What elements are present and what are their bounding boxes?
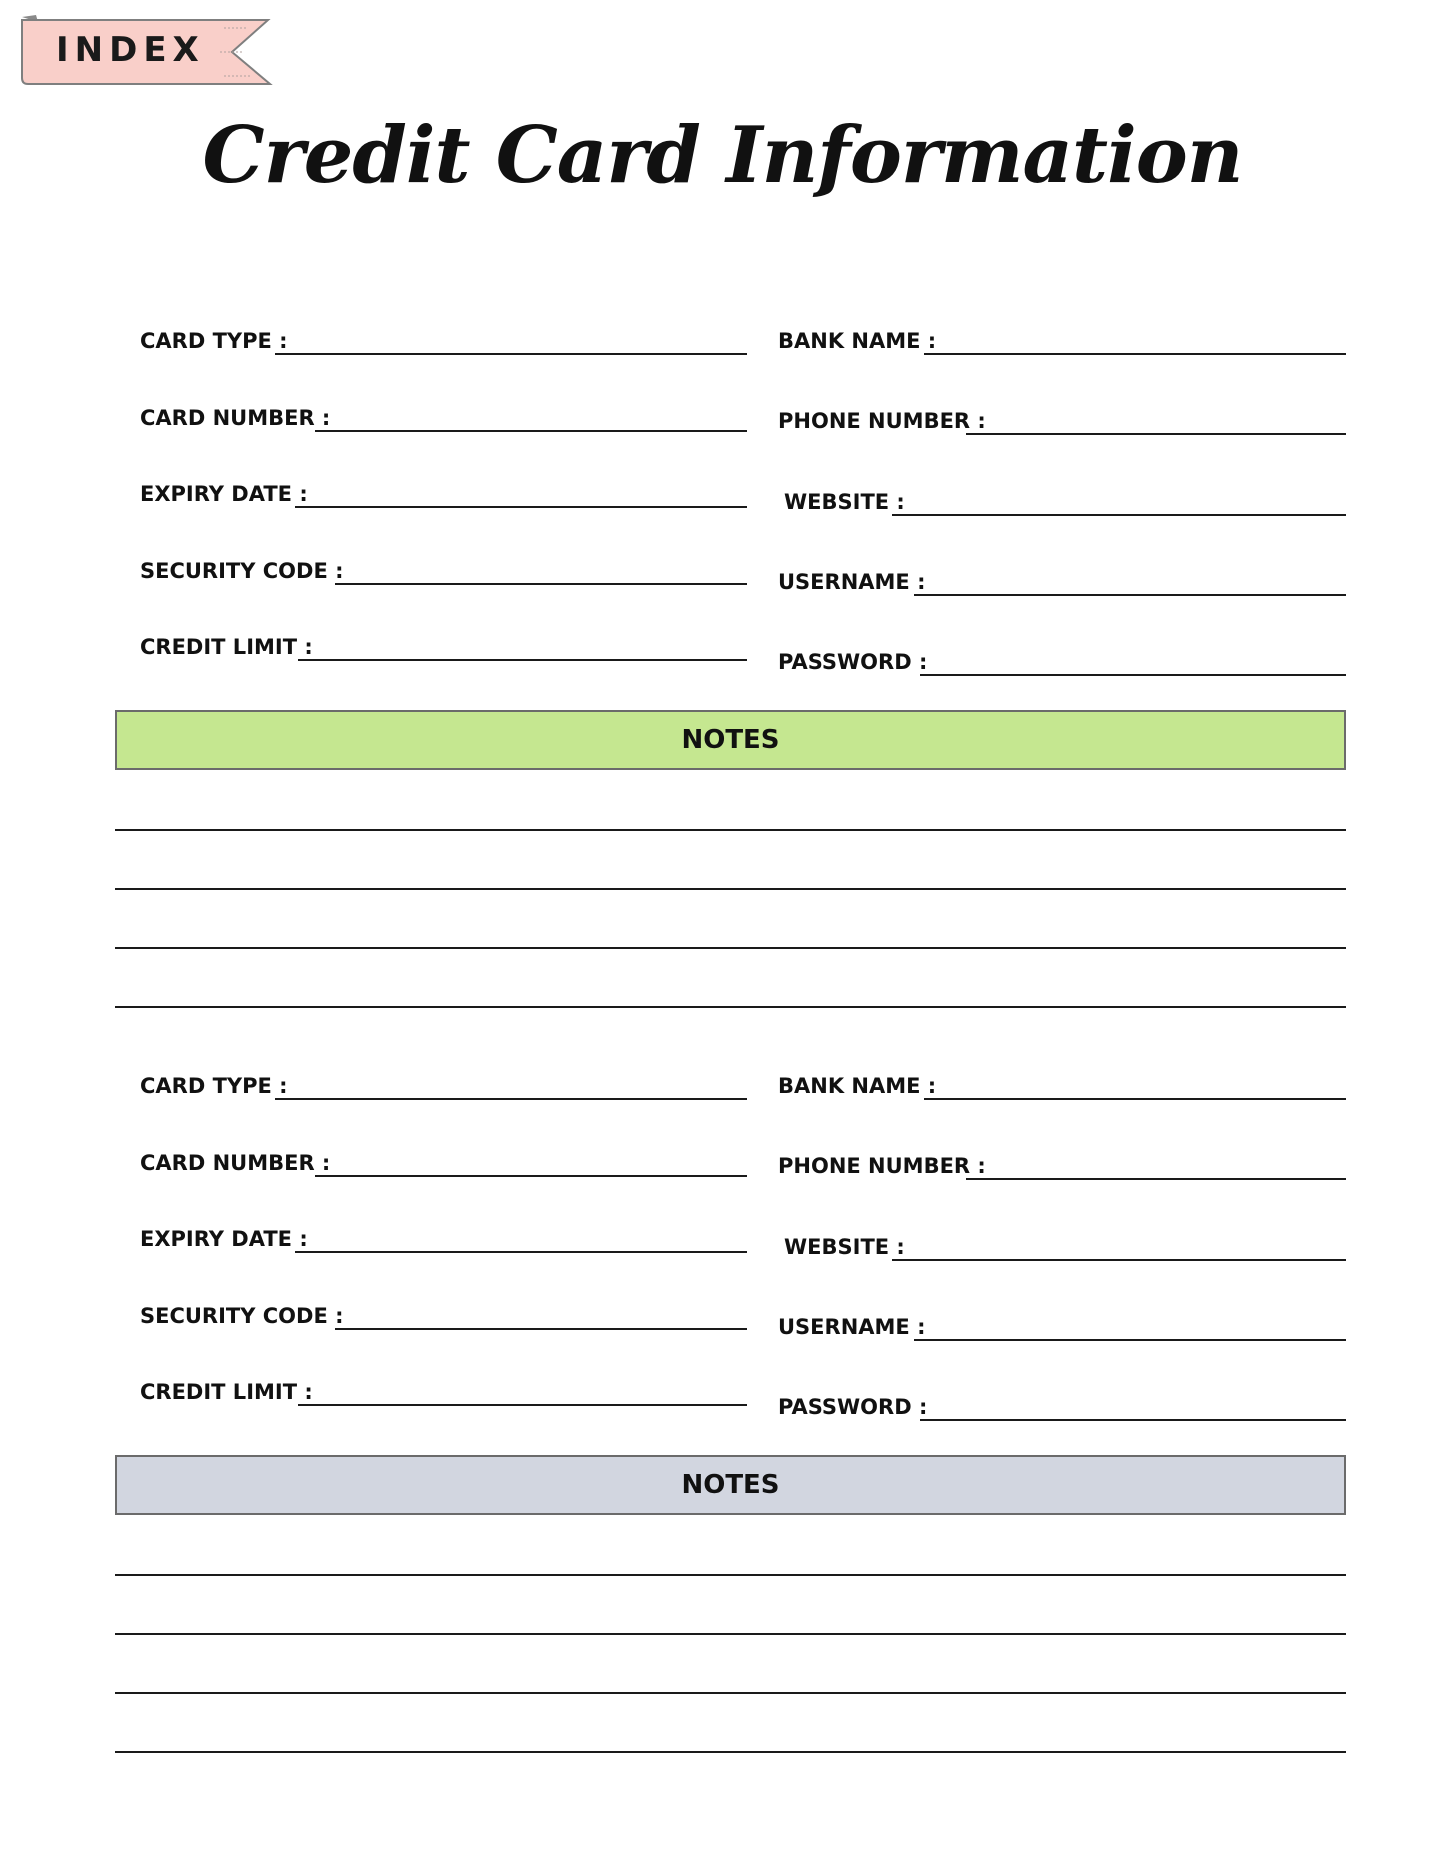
card-number-line[interactable] (315, 430, 747, 432)
website-label: WEBSITE : (784, 490, 905, 514)
note-line[interactable] (115, 1633, 1346, 1635)
security-code-label: SECURITY CODE : (140, 1304, 344, 1328)
password-label: PASSWORD : (778, 1395, 928, 1419)
password-label: PASSWORD : (778, 650, 928, 674)
password-field[interactable] (778, 1381, 1346, 1421)
credit-limit-label: CREDIT LIMIT : (140, 635, 313, 659)
bank-name-label: BANK NAME : (778, 329, 937, 353)
card-number-label: CARD NUMBER : (140, 1151, 331, 1175)
phone-number-line[interactable] (966, 1178, 1346, 1180)
notes-title: NOTES (681, 725, 780, 755)
password-line[interactable] (920, 1419, 1346, 1421)
index-label: INDEX (56, 30, 205, 70)
expiry-date-line[interactable] (295, 506, 747, 508)
website-line[interactable] (892, 514, 1346, 516)
username-line[interactable] (914, 594, 1346, 596)
note-line[interactable] (115, 1692, 1346, 1694)
index-tab[interactable] (18, 14, 273, 86)
password-line[interactable] (920, 674, 1346, 676)
phone-number-field[interactable] (778, 1140, 1346, 1180)
website-line[interactable] (892, 1259, 1346, 1261)
bank-name-field[interactable] (778, 315, 1346, 355)
note-line[interactable] (115, 829, 1346, 831)
expiry-date-field[interactable] (140, 468, 747, 508)
bank-name-line[interactable] (924, 353, 1346, 355)
security-code-line[interactable] (335, 583, 747, 585)
bank-name-label: BANK NAME : (778, 1074, 937, 1098)
bank-name-field[interactable] (778, 1060, 1346, 1100)
username-label: USERNAME : (778, 1315, 926, 1339)
credit-limit-field[interactable] (140, 1366, 747, 1406)
card-type-field[interactable] (140, 1060, 747, 1100)
note-line[interactable] (115, 947, 1346, 949)
security-code-field[interactable] (140, 545, 747, 585)
expiry-date-label: EXPIRY DATE : (140, 1227, 308, 1251)
credit-limit-label: CREDIT LIMIT : (140, 1380, 313, 1404)
username-line[interactable] (914, 1339, 1346, 1341)
username-field[interactable] (778, 556, 1346, 596)
security-code-label: SECURITY CODE : (140, 559, 344, 583)
password-field[interactable] (778, 636, 1346, 676)
card-number-field[interactable] (140, 1137, 747, 1177)
expiry-date-field[interactable] (140, 1213, 747, 1253)
website-field[interactable] (784, 476, 1346, 516)
card-number-field[interactable] (140, 392, 747, 432)
username-field[interactable] (778, 1301, 1346, 1341)
expiry-date-label: EXPIRY DATE : (140, 482, 308, 506)
note-line[interactable] (115, 888, 1346, 890)
notes-title: NOTES (681, 1470, 780, 1500)
page-title: Credit Card Information (202, 110, 1243, 201)
username-label: USERNAME : (778, 570, 926, 594)
credit-limit-field[interactable] (140, 621, 747, 661)
website-label: WEBSITE : (784, 1235, 905, 1259)
credit-limit-line[interactable] (298, 659, 747, 661)
bank-name-line[interactable] (924, 1098, 1346, 1100)
phone-number-field[interactable] (778, 395, 1346, 435)
card-type-line[interactable] (275, 353, 747, 355)
phone-number-label: PHONE NUMBER : (778, 409, 986, 433)
notes-header (115, 1455, 1346, 1515)
note-line[interactable] (115, 1574, 1346, 1576)
credit-limit-line[interactable] (298, 1404, 747, 1406)
card-number-label: CARD NUMBER : (140, 406, 331, 430)
expiry-date-line[interactable] (295, 1251, 747, 1253)
card-form-section (0, 300, 1445, 680)
note-line[interactable] (115, 1751, 1346, 1753)
card-number-line[interactable] (315, 1175, 747, 1177)
card-type-field[interactable] (140, 315, 747, 355)
note-line[interactable] (115, 1006, 1346, 1008)
card-type-line[interactable] (275, 1098, 747, 1100)
notes-header (115, 710, 1346, 770)
card-type-label: CARD TYPE : (140, 329, 288, 353)
phone-number-label: PHONE NUMBER : (778, 1154, 986, 1178)
card-form-section (0, 1045, 1445, 1425)
phone-number-line[interactable] (966, 433, 1346, 435)
website-field[interactable] (784, 1221, 1346, 1261)
card-type-label: CARD TYPE : (140, 1074, 288, 1098)
security-code-line[interactable] (335, 1328, 747, 1330)
security-code-field[interactable] (140, 1290, 747, 1330)
